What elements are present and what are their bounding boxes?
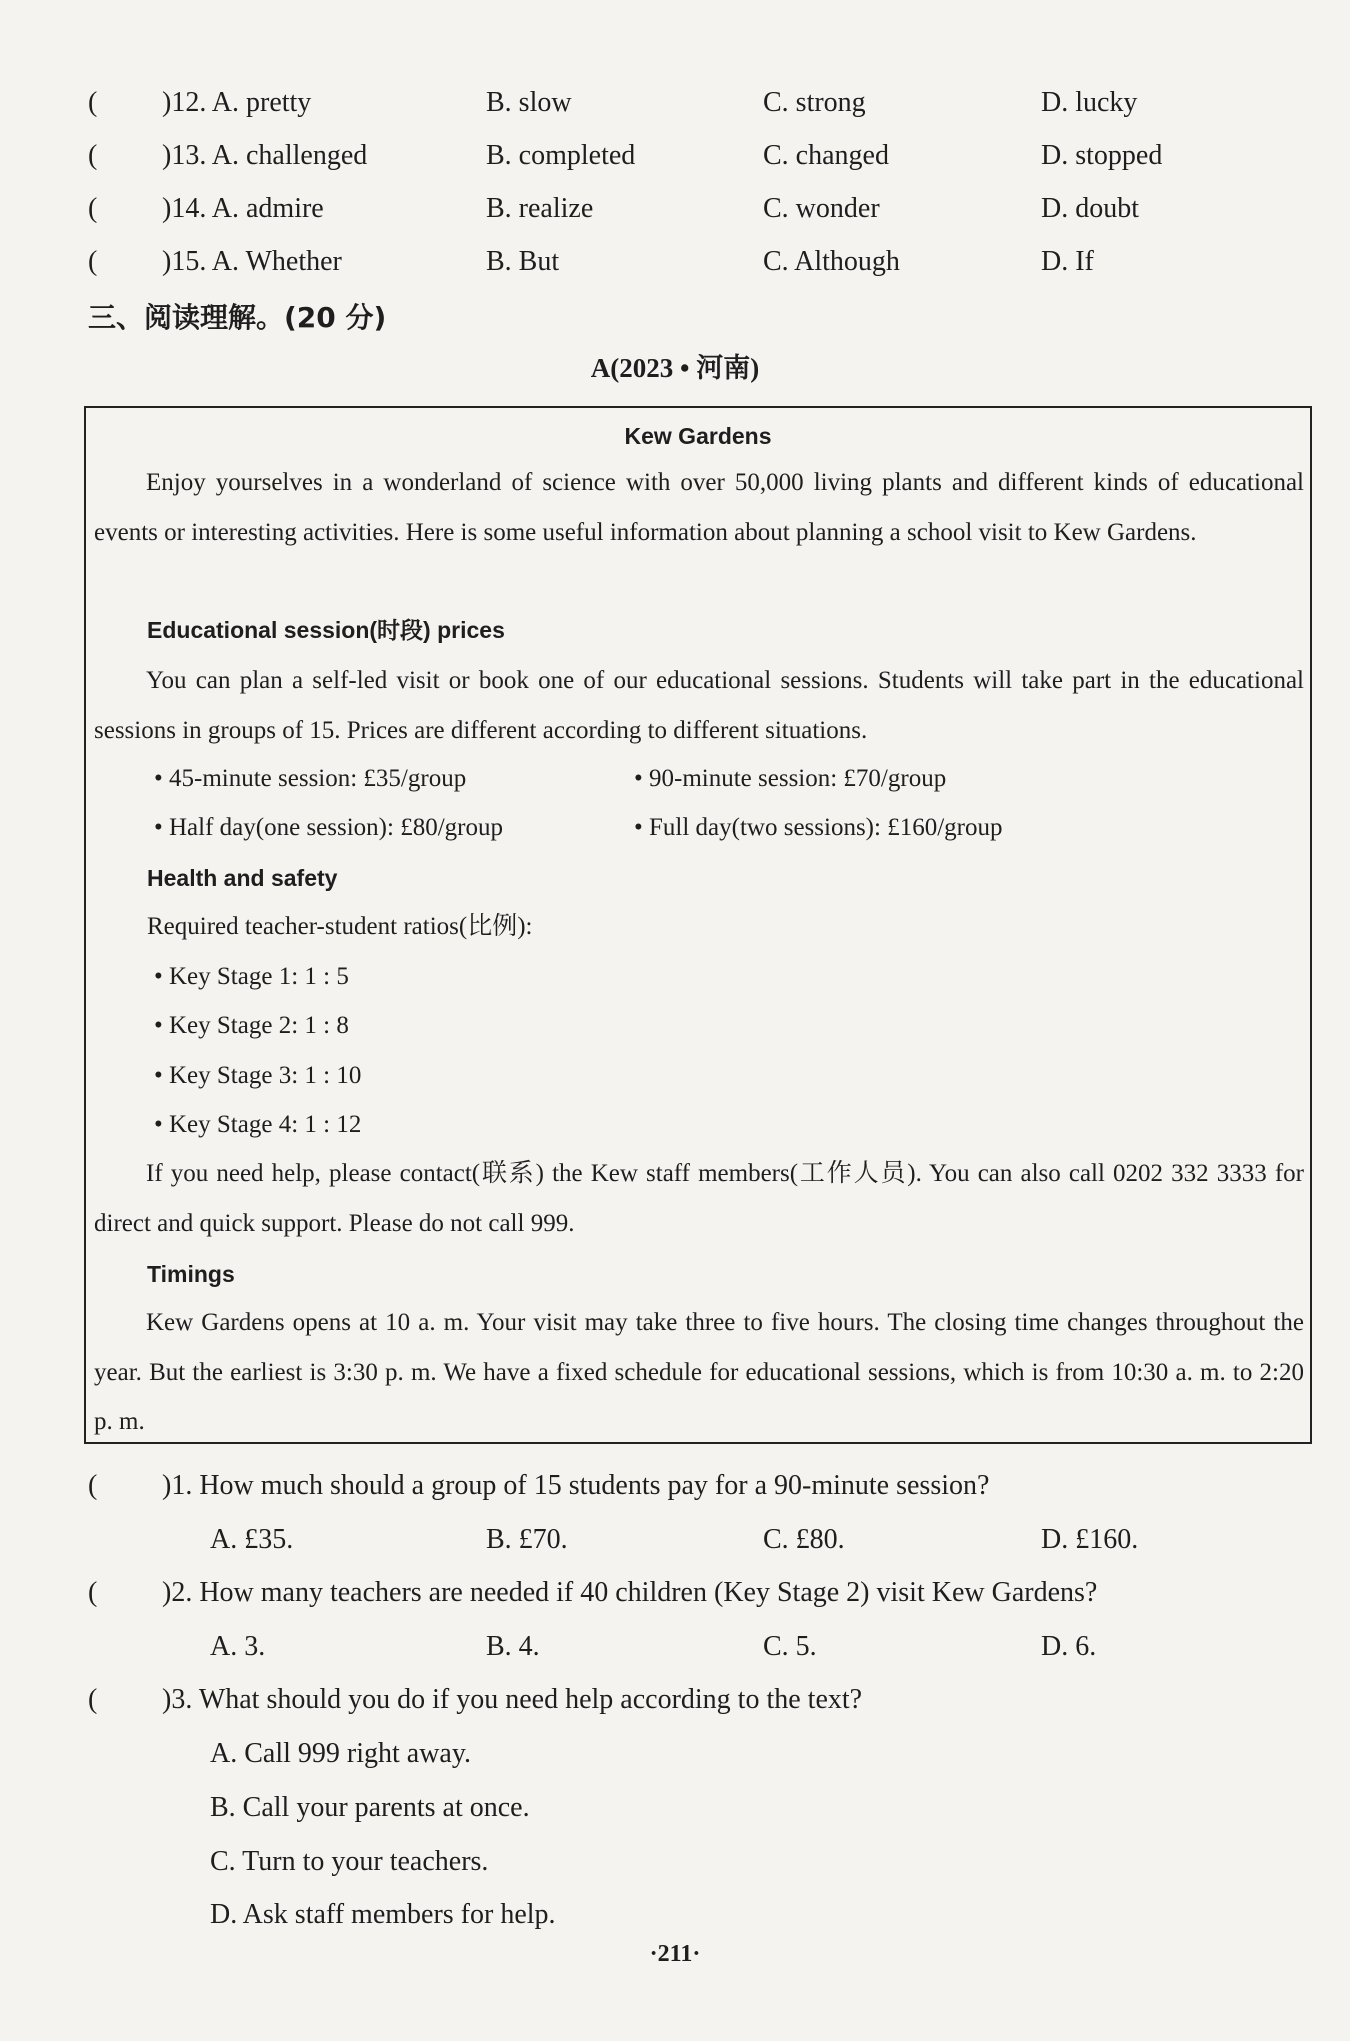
option-b: B. But	[486, 246, 560, 277]
question-number-option-a: )14. A. admire	[162, 193, 324, 224]
question-stem: )3. What should you do if you need help according to the text?	[162, 1684, 863, 1715]
answer-paren[interactable]: (	[88, 87, 98, 118]
q2-option-c: C. 5.	[763, 1631, 817, 1662]
heading-prices: Educational session(时段) prices	[147, 617, 505, 643]
option-c: C. changed	[763, 140, 889, 171]
question-stem: )2. How many teachers are needed if 40 children (Key Stage 2) visit Kew Gardens?	[162, 1577, 1098, 1608]
option-c: C. strong	[763, 87, 866, 118]
option-d: D. If	[1041, 246, 1094, 277]
choice-row-15	[88, 240, 1288, 284]
option-c: C. Although	[763, 246, 900, 277]
q1-option-d: D. £160.	[1041, 1524, 1139, 1555]
answer-paren[interactable]: (	[88, 140, 98, 171]
ratio-stage-3: • Key Stage 3: 1 : 10	[154, 1062, 362, 1089]
option-d: D. lucky	[1041, 87, 1138, 118]
q2-option-b: B. 4.	[486, 1631, 540, 1662]
heading-timings: Timings	[147, 1261, 235, 1287]
answer-paren[interactable]: (	[88, 1684, 98, 1715]
passage-box	[84, 406, 1312, 1444]
q2-option-a: A. 3.	[210, 1631, 266, 1662]
help-paragraph: If you need help, please contact(联系) the Kew staff members(工作人员). You can also call 0202 332 3333 for direct and quick support. Please do not call 999.	[94, 1160, 1304, 1237]
question-number-option-a: )15. A. Whether	[162, 246, 342, 277]
answer-paren[interactable]: (	[88, 193, 98, 224]
option-b: B. realize	[486, 193, 594, 224]
question-stem: )1. How much should a group of 15 students pay for a 90-minute session?	[162, 1470, 990, 1501]
q3-option-d: D. Ask staff members for help.	[210, 1899, 556, 1930]
q3-option-c: C. Turn to your teachers.	[210, 1846, 489, 1877]
option-c: C. wonder	[763, 193, 880, 224]
timings-paragraph: Kew Gardens opens at 10 a. m. Your visit may take three to five hours. The closing time changes throughout the year. But the earliest is 3:30 p. m. We have a fixed schedule for educational sessions, which is from 10:30 a. m. to 2:20 p. m.	[94, 1309, 1304, 1435]
q1-option-c: C. £80.	[763, 1524, 845, 1555]
answer-paren[interactable]: (	[88, 1470, 98, 1501]
price-item-full-day: • Full day(two sessions): £160/group	[634, 814, 1003, 841]
section-title: 三、阅读理解。(20 分)	[88, 301, 387, 334]
ratio-intro: Required teacher-student ratios(比例):	[147, 913, 533, 940]
choice-row-14	[88, 187, 1288, 231]
answer-paren[interactable]: (	[88, 1577, 98, 1608]
price-item-45: • 45-minute session: £35/group	[154, 765, 467, 792]
ratio-stage-2: • Key Stage 2: 1 : 8	[154, 1012, 349, 1039]
ratio-stage-4: • Key Stage 4: 1 : 12	[154, 1111, 362, 1138]
choice-row-13	[88, 134, 1288, 178]
q1-option-b: B. £70.	[486, 1524, 568, 1555]
q3-option-b: B. Call your parents at once.	[210, 1792, 530, 1823]
ratio-stage-1: • Key Stage 1: 1 : 5	[154, 963, 349, 990]
answer-paren[interactable]: (	[88, 246, 98, 277]
q2-option-d: D. 6.	[1041, 1631, 1097, 1662]
option-d: D. doubt	[1041, 193, 1139, 224]
passage-title: Kew Gardens	[624, 423, 772, 449]
q1-option-a: A. £35.	[210, 1524, 294, 1555]
intro-paragraph: Enjoy yourselves in a wonderland of science with over 50,000 living plants and different kinds of educational events or interesting activities. Here is some useful information about planning a school visit to Kew Gardens.	[94, 469, 1304, 546]
price-item-half-day: • Half day(one session): £80/group	[154, 814, 503, 841]
choice-row-12	[88, 81, 1288, 125]
option-b: B. slow	[486, 87, 572, 118]
question-number-option-a: )12. A. pretty	[162, 87, 312, 118]
passage-label: A(2023 • 河南)	[590, 353, 760, 383]
question-number-option-a: )13. A. challenged	[162, 140, 368, 171]
prices-paragraph: You can plan a self-led visit or book one of our educational sessions. Students will take part in the educational sessions in groups of 15. Prices are different according to different situations.	[94, 667, 1304, 744]
option-b: B. completed	[486, 140, 636, 171]
option-d: D. stopped	[1041, 140, 1163, 171]
q3-option-a: A. Call 999 right away.	[210, 1738, 472, 1769]
heading-health: Health and safety	[147, 865, 338, 891]
price-item-90: • 90-minute session: £70/group	[634, 765, 947, 792]
page-number: ·211·	[649, 1941, 701, 1967]
